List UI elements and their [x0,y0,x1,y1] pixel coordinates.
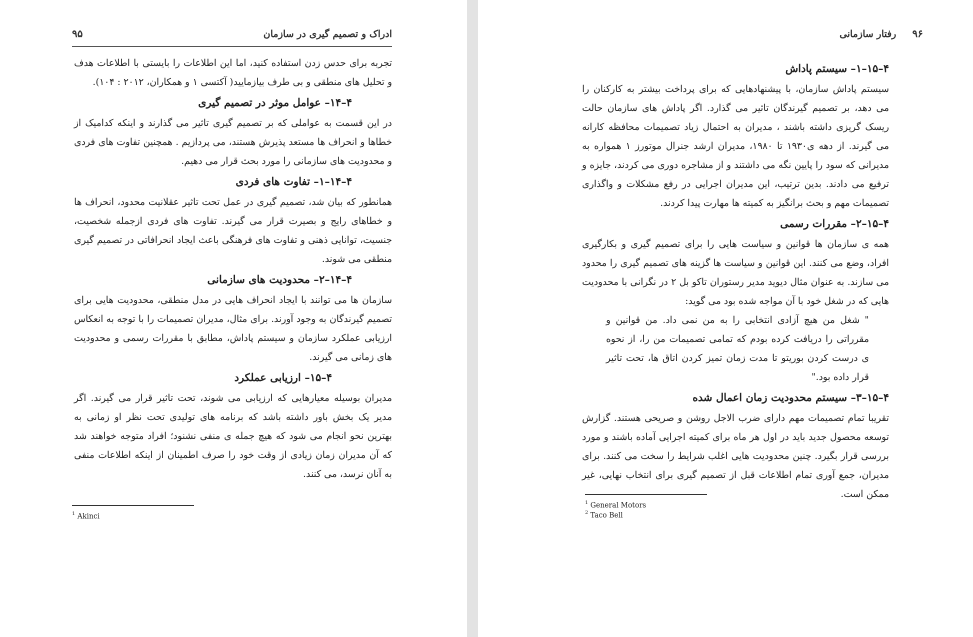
page-header [562,26,923,46]
header-title: رفتار سازمانی [839,28,897,40]
paragraph: مدیران بوسیله معیارهایی که ارزیابی می شوند، تحت تاثیر قرار می گیرند. اگر مدیر یک بخش باور داشته باشد که برنامه های تولیدی تحت نظر او زمانی به بهترین نحو انجام می شود که هیچ جمله ی منفی نشنود؛ افراد متوجه خواهند شد که آن مدیران زمان زیادی از وقت خود را صرف اطمینان از اینکه اطلاعات منفی به آنان نرسد، می کنند. [74,393,392,480]
page-number: ۹۵ [72,28,83,40]
text-column [74,54,392,484]
footnote-rule [72,505,194,506]
paragraph: در این قسمت به عواملی که بر تصمیم گیری تاثیر می گذارند و اینکه کدامیک از خطاها و انحراف ها مستعد پذیرش هستند، می پردازیم . همچنین تفاوت های فردی و محدودیت های سازمانی را مورد بحث قرار می دهیم. [74,118,392,167]
section-heading: ۴–۱۵–۱– سیستم پاداش [785,63,889,75]
page-number: ۹۶ [912,28,923,40]
footnotes [72,505,194,520]
footnote: $^1$ General Motors [585,500,647,510]
section-heading: ۴–۱۴–۲– محدودیت های سازمانی [207,274,352,286]
footnotes [585,494,707,520]
section-heading: ۴–۱۵– ارزیابی عملکرد [234,372,332,384]
text-column [582,58,889,504]
header-title: ادراک و تصمیم گیری در سازمان [263,28,392,40]
paragraph: سازمان ها می توانند با ایجاد انحراف هایی در مدل منطقی، محدودیت هایی برای تصمیم گیرندگان به وجود آورند. برای مثال، مدیران تصمیمات را با توجه به انعکاس ارزیابی عملکرد سازمان و سیستم پاداش، مطابق با مقررات رسمی و محدودیت های زمانی می گیرند. [74,295,392,363]
section-heading: ۴–۱۴–۱– تفاوت های فردی [235,176,352,188]
quote: " شغل من هیچ آزادی انتخابی را به من نمی داد. من قوانین و مقرراتی را دریافت کرده بودم که تمامی تصمیمات من را، از نحوه ی درست کردن بوریتو تا مدت زمان تمیز کردن اتاق ها، تحت تاثیر قرار داده بود." [606,315,869,383]
paragraph: همانطور که بیان شد، تصمیم گیری در عمل تحت تاثیر عقلانیت محدود، انحراف ها و خطاهای رایج و بصیرت قرار می گیرند. تفاوت های فردی ازجمله شخصیت، جنسیت، توانایی ذهنی و تفاوت های فرهنگی باعث ایجاد انحرافاتی در تصمیم گیری منطقی می شوند. [74,197,392,265]
paragraph: تجربه برای حدس زدن استفاده کنید، اما این اطلاعات را بایستی با اطلاعات هدف و تحلیل های منطقی و بی طرف بیازمایید( آکتسی ۱ و همکاران، ۲۰۱۲ : ۱۰۴). [74,58,392,88]
footnote-rule [585,494,707,495]
paragraph: سیستم پاداش سازمان، با پیشنهادهایی که برای پرداخت بیشتر به کارکنان را می دهد، بر تصمیم گیرندگان تاثیر می گذارد. اگر پاداش های سازمان حالت ریسک گریزی داشته باشند ، مدیران به احتمال زیاد تصمیمات محافظه کارانه می گیرند. از دهه ی۱۹۳۰ تا ۱۹۸۰، مدیران ارشد جنرال موتورز ۱ همواره به مدیرانی که سود را پایین نگه می داشتند و از مشاجره دوری می کردند، جایزه و ترفیع می دادند. بدین ترتیب، این مدیران اجرایی در رفع مشکلات و واگذاری تصمیمات مهم و بحث برانگیز به کمیته ها مهارت پیدا کردند. [582,84,889,209]
footnote: $^1$ Akinci [72,511,100,521]
footnote: $^2$ Taco Bell [585,510,623,520]
paragraph: همه ی سازمان ها قوانین و سیاست هایی را برای تصمیم گیری و بکارگیری افراد، وضع می کنند. این قوانین و سیاست ها گزینه های تصمیم گیری را محدود می سازند. به عنوان مثال دیوید مدیر رستوران تاکو بل ۲ در نگرانی با محدودیت هایی که در شغل خود با آن مواجه شده بود می گوید: [582,239,889,307]
left-page [0,0,467,637]
section-heading: ۴–۱۵–۳– سیستم محدودیت زمان اعمال شده [692,392,889,404]
paragraph: تقریبا تمام تصمیمات مهم دارای ضرب الاجل روشن و صریحی هستند. گزارش توسعه محصول جدید باید در اول هر ماه برای کمیته اجرایی آماده باشند و مورد بررسی قرار بگیرد. چنین محدودیت هایی اغلب شرایط را سخت می کنند. برای مدیران، جمع آوری تمام اطلاعات قبل از تصمیم گیری برای انتخاب نهایی، غیر ممکن است. [582,413,889,500]
page-header [72,26,392,47]
section-heading: ۴–۱۴– عوامل موثر در تصمیم گیری [198,97,352,109]
section-heading: ۴–۱۵–۲– مقررات رسمی [780,218,889,230]
right-page [478,0,973,637]
